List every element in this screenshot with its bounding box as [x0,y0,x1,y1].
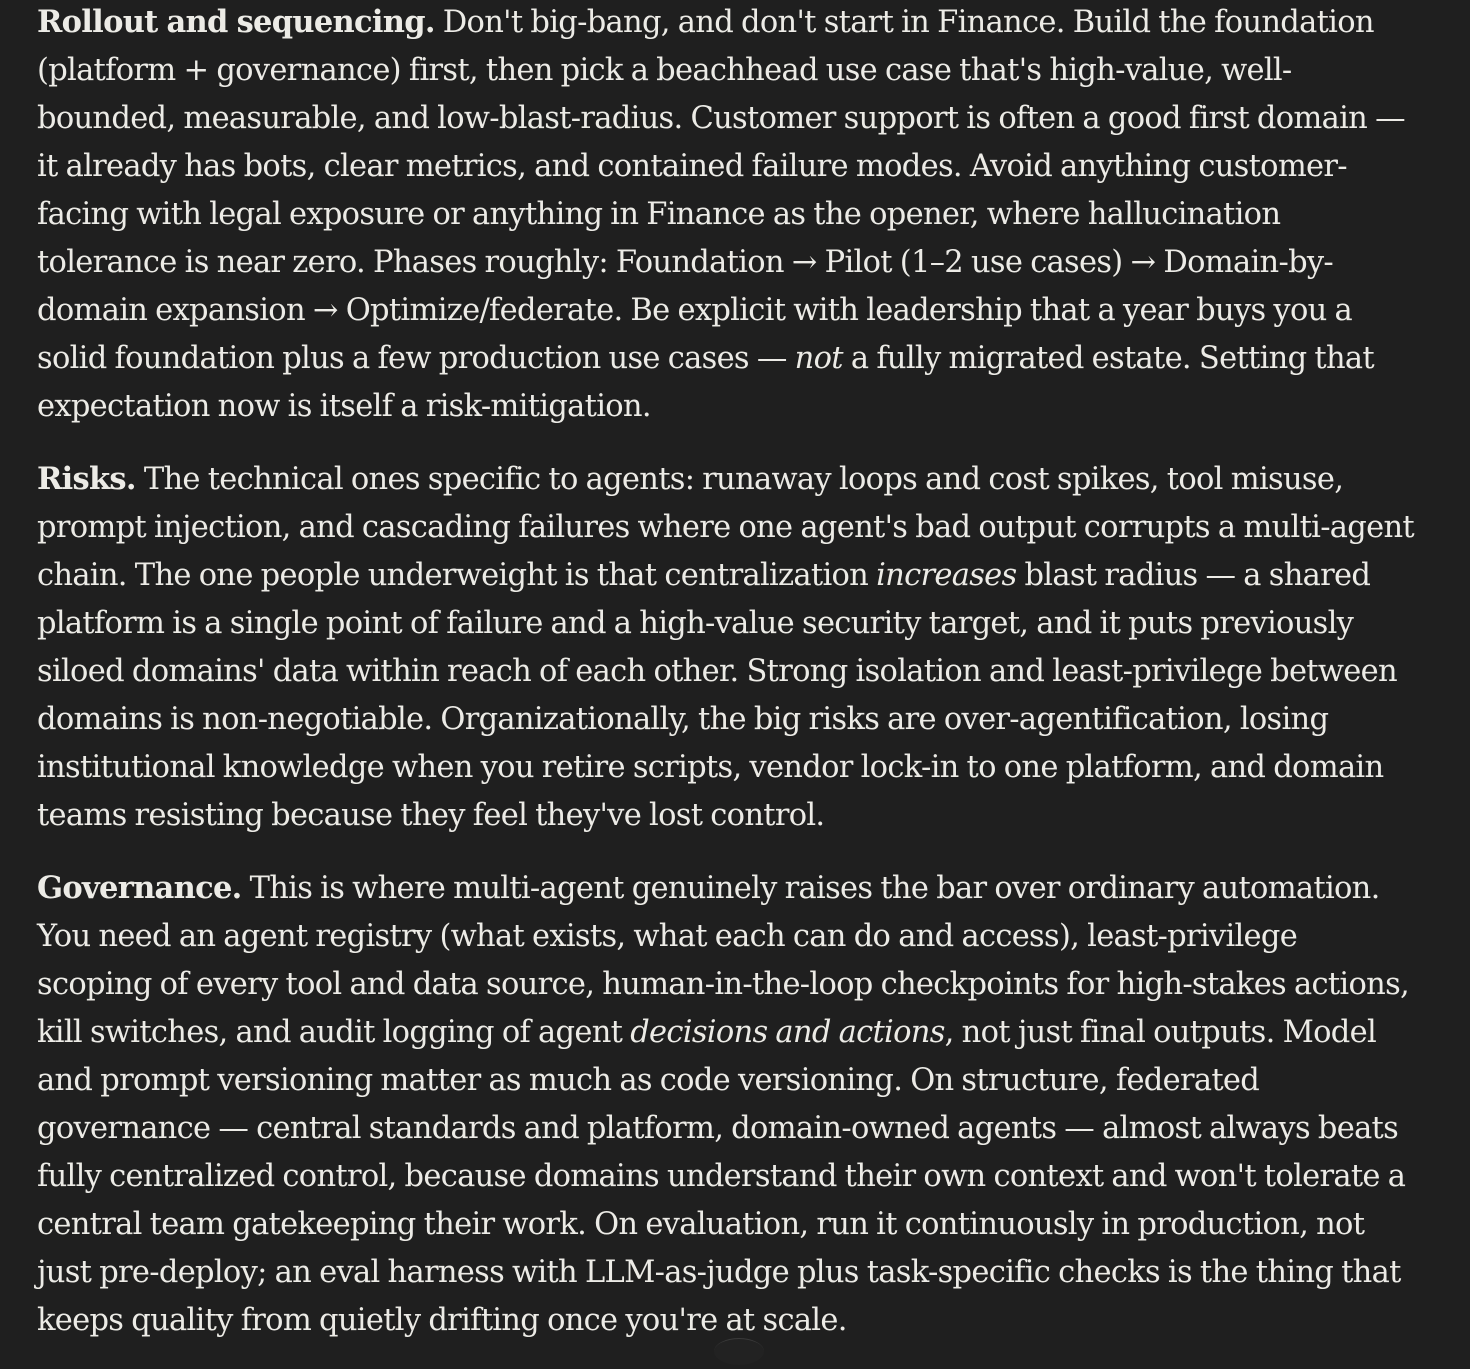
governance-text-2: , not just final outputs. Model and prompt versioning matter as much as code versioning. On structure, federated governance — central standards and platform, domain-owned agents — almost always beats fully centralized control, because domains understand their own context and won't tolerate a central team gatekeeping their work. On evaluation, run it continuously in production, not just pre-deploy; an eval harness with LLM-as-judge plus task-specific checks is the thing that keeps quality from quietly drifting once you're at scale. [37,1015,1406,1338]
rollout-text-1: Don't big-bang, and don't start in Finance. Build the foundation (platform + governance) first, then pick a beachhead use case that's high-value, well-bounded, measurable, and low-blast-radius. Customer support is often a good first domain — it already has bots, clear metrics, and contained failure modes. Avoid anything customer-facing with legal exposure or anything in Finance as the opener, where hallucination tolerance is near zero. Phases roughly: Foundation → Pilot (1–2 use cases) → Domain-by-domain expansion → Optimize/federate. Be explicit with leadership that a year buys you a solid foundation plus a few production use cases — [37,5,1405,376]
governance-paragraph [37,864,1417,1345]
governance-heading: Governance. [37,870,242,906]
rollout-emphasis: not [794,341,843,376]
assistant-message [37,0,1417,1369]
governance-text-1: This is where multi-agent genuinely raises the bar over ordinary automation. You need an agent registry (what exists, what each can do and access), least-privilege scoping of every tool and data source, human-in-the-loop checkpoints for high-stakes actions, kill switches, and audit logging of agent [37,871,1410,1050]
risks-heading: Risks. [37,461,136,497]
risks-text-2: blast radius — a shared platform is a single point of failure and a high-value security target, and it puts previously siloed domains' data within reach of each other. Strong isolation and least-privilege between domains is non-negotiable. Organizationally, the big risks are over-agentification, losing institutional knowledge when you retire scripts, vendor lock-in to one platform, and domain teams resisting because they feel they've lost control. [37,558,1397,833]
risks-text-1: The technical ones specific to agents: runaway loops and cost spikes, tool misuse, prompt injection, and cascading failures where one agent's bad output corrupts a multi-agent chain. The one people underweight is that centralization [37,462,1414,593]
scroll-to-bottom-button[interactable] [714,1338,764,1365]
rollout-text-2: a fully migrated estate. Setting that expectation now is itself a risk-mitigation. [37,341,1374,424]
rollout-heading: Rollout and sequencing. [37,4,435,40]
risks-paragraph [37,455,1417,840]
risks-emphasis: increases [876,558,1017,593]
rollout-paragraph [37,0,1417,431]
governance-emphasis: decisions and actions [630,1015,945,1050]
